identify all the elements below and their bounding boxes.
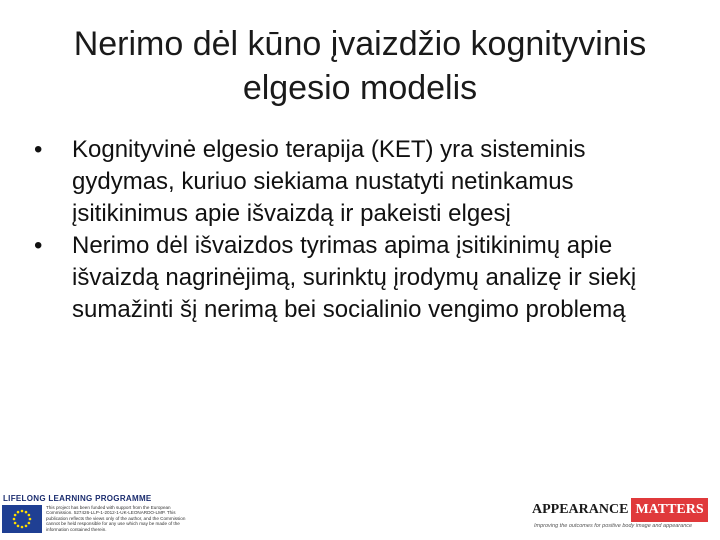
- bullet-list: [34, 134, 694, 326]
- eu-disclaimer: This project has been funded with support from the European Commission. 527426-LLP-1-2012-1-UK-LEONARDO-LMP. This publication reflects the views only of the author, and the Commission cannot be held responsible for any use which may be made of the information contained therein.: [46, 505, 186, 532]
- bullet-text: Nerimo dėl išvaizdos tyrimas apima įsitikinimų apie išvaizdą nagrinėjimą, surinktų įrodymų analizę ir siekį sumažinti šį nerimą bei socialinio vengimo problemą: [72, 232, 637, 323]
- logo-tagline: Improving the outcomes for positive body image and appearance: [534, 523, 693, 529]
- bullet-item: [34, 134, 694, 230]
- logo-word-matters: MATTERS: [631, 498, 707, 522]
- bullet-text: Kognityvinė elgesio terapija (KET) yra sisteminis gydymas, kuriuo siekiama nustatyti netinkamus įsitikinimus apie išvaizdą ir pakeisti elgesį: [72, 136, 586, 227]
- bullet-item: [34, 230, 694, 326]
- lifelong-learning-logo: [0, 494, 200, 540]
- bullet-marker: •: [34, 136, 43, 163]
- logo-word-appearance: APPEARANCE: [532, 502, 629, 517]
- appearance-matters-logo: [530, 494, 720, 540]
- slide-title: Nerimo dėl kūno įvaizdžio kognityvinis elgesio modelis: [73, 25, 647, 107]
- eu-flag-icon: [2, 505, 42, 533]
- llp-title: LIFELONG LEARNING PROGRAMME: [3, 494, 152, 503]
- appearance-matters-wordmark: [532, 498, 708, 522]
- bullet-marker: •: [34, 232, 43, 259]
